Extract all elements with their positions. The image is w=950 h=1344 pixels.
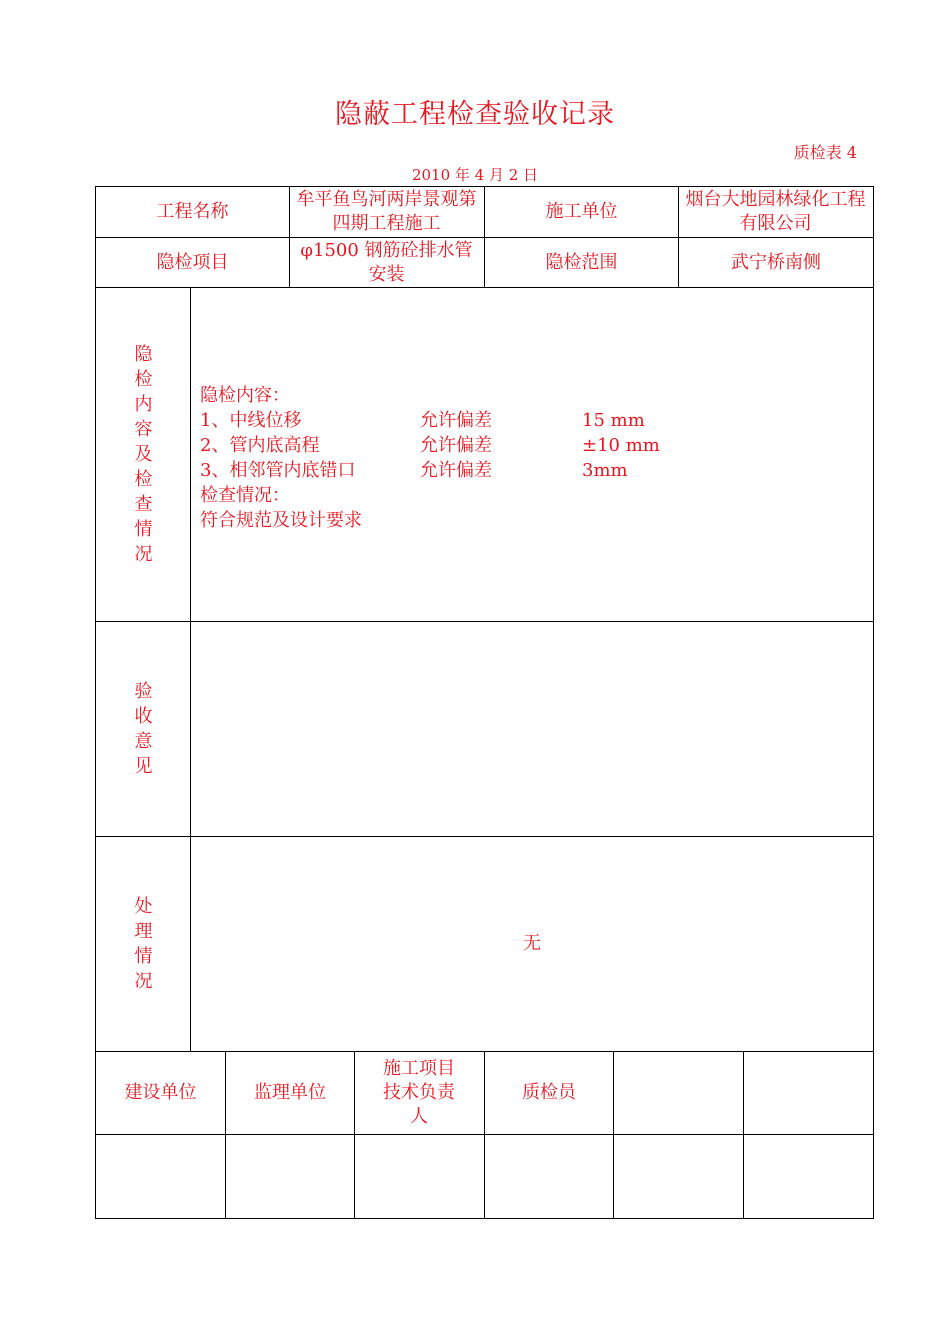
content-title: 隐检内容：: [200, 385, 290, 406]
acceptance-text: [191, 622, 873, 836]
signature-label-blank-1: [614, 1052, 743, 1134]
signature-box: [485, 1135, 613, 1218]
signature-box: [96, 1135, 225, 1218]
result-text: 符合规范及设计要求: [200, 510, 362, 531]
acceptance-side-label: 验收意见: [134, 681, 153, 777]
contractor-label: 施工单位: [545, 201, 618, 222]
inspection-item: 3、相邻管内底错口: [200, 460, 356, 481]
inspection-item: 1、中线位移: [200, 410, 302, 431]
signature-box: [355, 1135, 484, 1218]
signature-label-owner: 建设单位: [124, 1082, 197, 1103]
project-name-value: 牟平鱼鸟河两岸景观第四期工程施工: [296, 189, 477, 234]
signature-box: [226, 1135, 354, 1218]
page-title: 隐蔽工程检查验收记录: [335, 99, 615, 130]
inspection-item: 2、管内底高程: [200, 435, 320, 456]
signature-label-blank-2: [744, 1052, 873, 1134]
range-value: 武宁桥南侧: [731, 251, 821, 273]
inspection-side-label: 隐检内容及检查情况: [134, 344, 153, 565]
record-date: 2010 年 4 月 2 日: [411, 166, 539, 184]
tolerance-value: 3mm: [582, 460, 628, 481]
inspection-row: [200, 458, 628, 483]
signature-box: [614, 1135, 743, 1218]
inspection-content: [200, 383, 660, 533]
form-number: 质检表 4: [793, 143, 857, 162]
tolerance-value: ±10 mm: [582, 435, 660, 456]
item-label: 隐检项目: [156, 251, 229, 273]
tolerance-label: 允许偏差: [420, 460, 492, 481]
signature-box: [744, 1135, 873, 1218]
handling-side-label: 处理情况: [134, 896, 153, 992]
tolerance-value: 15 mm: [582, 410, 645, 431]
signature-label-supervisor: 监理单位: [254, 1082, 326, 1103]
result-title: 检查情况：: [200, 485, 290, 506]
inspection-row: [200, 433, 660, 458]
project-name-label: 工程名称: [156, 201, 229, 222]
tolerance-label: 允许偏差: [420, 410, 492, 431]
tolerance-label: 允许偏差: [420, 435, 492, 456]
signature-label-inspector: 质检员: [522, 1082, 576, 1103]
handling-text: 无: [523, 933, 541, 954]
range-label: 隐检范围: [545, 251, 618, 273]
inspection-row: [200, 408, 645, 433]
contractor-value: 烟台大地园林绿化工程有限公司: [685, 189, 866, 234]
item-value: φ1500 钢筋砼排水管安装: [300, 239, 473, 285]
signature-label-tech-lead: 施工项目技术负责人: [383, 1058, 455, 1127]
